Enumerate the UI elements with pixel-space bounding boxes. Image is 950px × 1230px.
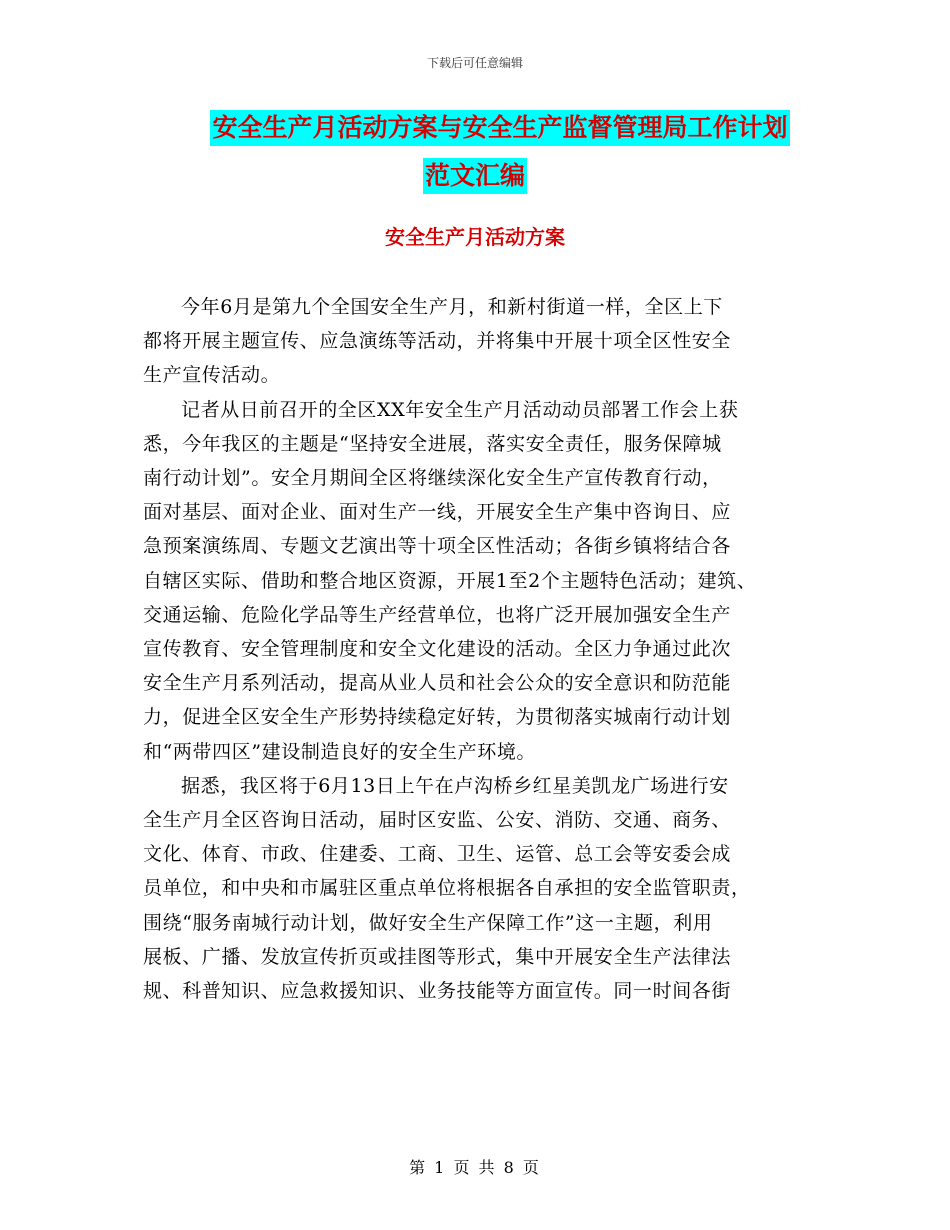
text-line: 自辖区实际、借助和整合地区资源，开展1至2个主题特色活动；建筑、 <box>143 569 757 592</box>
text-line: 全生产月全区咨询日活动，届时区安监、公安、消防、交通、商务、 <box>143 809 732 832</box>
text-line: 记者从日前召开的全区XX年安全生产月活动动员部署工作会上获 <box>181 398 739 421</box>
text-line: 力，促进全区安全生产形势持续稳定好转，为贯彻落实城南行动计划 <box>143 706 732 729</box>
title-line-1: 安全生产月活动方案与安全生产监督管理局工作计划 <box>210 110 789 146</box>
text-line: 员单位，和中央和市属驻区重点单位将根据各自承担的安全监管职责， <box>143 877 751 900</box>
paragraph-2 <box>143 393 808 769</box>
text-line: 围绕“服务南城行动计划，做好安全生产保障工作”这一主题，利用 <box>143 911 713 934</box>
text-line: 和“两带四区”建设制造良好的安全生产环境。 <box>143 740 537 763</box>
text-line: 宣传教育、安全管理制度和安全文化建设的活动。全区力争通过此次 <box>143 638 732 661</box>
text-line: 急预案演练周、专题文艺演出等十项全区性活动；各街乡镇将结合各 <box>143 535 732 558</box>
text-line: 安全生产月系列活动，提高从业人员和社会公众的安全意识和防范能 <box>143 672 732 695</box>
text-line: 交通运输、危险化学品等生产经营单位，也将广泛开展加强安全生产 <box>143 603 732 626</box>
text-line: 今年6月是第九个全国安全生产月，和新村街道一样，全区上下 <box>181 296 723 318</box>
section-title: 安全生产月活动方案 <box>385 225 565 249</box>
text-line: 南行动计划”。安全月期间全区将继续深化安全生产宣传教育行动， <box>143 467 722 490</box>
text-line: 文化、体育、市政、住建委、工商、卫生、运管、总工会等安委会成 <box>143 843 732 866</box>
header-note: 下载后可任意编辑 <box>426 56 523 70</box>
text-line: 展板、广播、发放宣传折页或挂图等形式，集中开展安全生产法律法 <box>143 945 732 968</box>
document-title <box>0 110 950 194</box>
page-footer: 第 1 页 共 8 页 <box>409 1158 541 1177</box>
paragraph-1 <box>143 290 808 393</box>
title-line-2: 范文汇编 <box>423 158 527 194</box>
text-line: 悉，今年我区的主题是“坚持安全进展，落实安全责任，服务保障城 <box>143 432 722 455</box>
body-text <box>143 290 808 1008</box>
text-line: 规、科普知识、应急救援知识、业务技能等方面宣传。同一时间各街 <box>143 980 732 1003</box>
text-line: 都将开展主题宣传、应急演练等活动，并将集中开展十项全区性安全 <box>143 330 732 353</box>
text-line: 据悉，我区将于6月13日上午在卢沟桥乡红星美凯龙广场进行安 <box>181 774 729 797</box>
text-line: 生产宣传活动。 <box>143 364 281 387</box>
paragraph-3 <box>143 769 808 1008</box>
text-line: 面对基层、面对企业、面对生产一线，开展安全生产集中咨询日、应 <box>143 501 732 524</box>
